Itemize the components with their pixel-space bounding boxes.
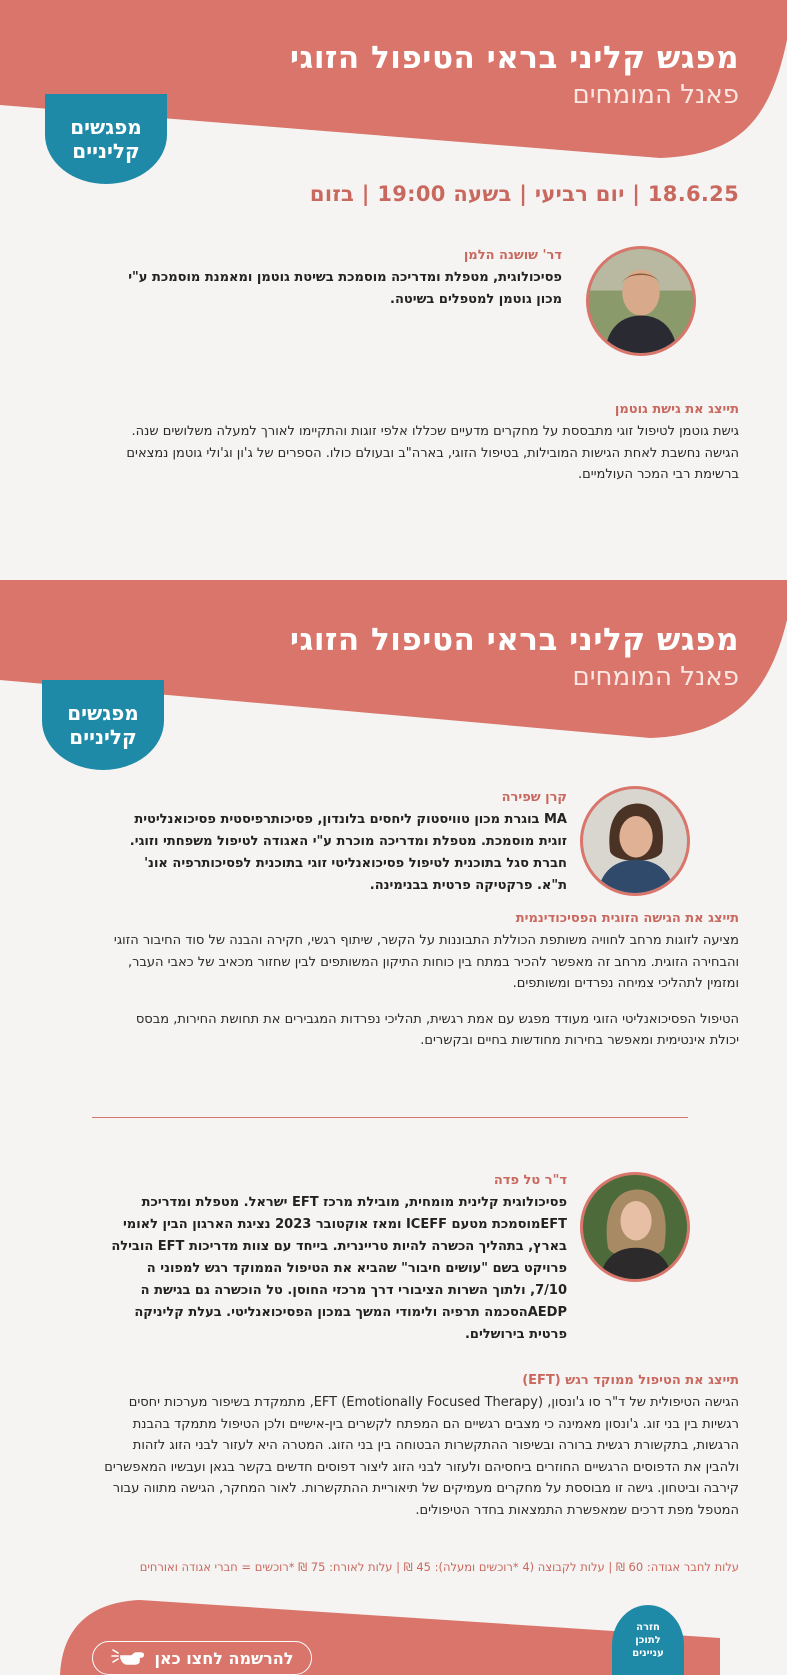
speaker-1-info	[42, 248, 562, 311]
approach-1-heading: תייצג את גישת גוטמן	[614, 402, 739, 417]
speaker-3-bio-line2: EFTמוסמכת מטעם ICEFF ומאז אוקטובר 2023 נציגת הארגון הבין לאומי	[122, 1217, 567, 1232]
approach-2-line1: מציעה לזוגות מרחב לחוויה משותפת הכוללת התבוננות על הקשר, שיתוף רגשי, חקירה והבנה של סוד החיבור הזוגי	[113, 933, 739, 948]
approach-3-line6: המטפל מפת דרכים שמאפשרת התמצאות בחדר הטיפולים.	[415, 1502, 739, 1518]
speaker-1-bio-line2: מכון גוטמן למטפלים בשיטה.	[390, 292, 562, 307]
event-2-title: מפגש קליני בראי הטיפול הזוגי	[289, 622, 739, 658]
approach-1-line3: ברשימת רבי המכר העולמיים.	[577, 467, 739, 482]
badge-1-line1: מפגשים	[70, 115, 142, 139]
speaker-1-bio-line1: פסיכולוגית, מטפלת ומדריכה מוסמכת בשיטת גוטמן ומאמנת מוסמכת ע"י	[128, 270, 562, 285]
approach-1-line1: גישת גוטמן לטיפול זוגי מתבססת על מחקרים מדעיים שכללו אלפי זוגות והתקיימו לאורך למעלה משלושים שנה.	[131, 424, 739, 439]
speaker-2-bio-line1: MA בוגרת מכון טוויסטוק ליחסים בלונדון, פסיכותרפיסטית פסיכואנליטית	[134, 812, 567, 827]
back-line3: עניינים	[632, 1647, 664, 1659]
speaker-3-info	[37, 1173, 567, 1346]
approach-2-heading: תייצג את הגישה הזוגית הפסיכודינמית	[515, 911, 739, 926]
badge-1-line2: קליניים	[72, 139, 140, 163]
speaker-2-bio-line3: חברת סגל בתוכנית לטיפול פסיכואנליטי זוגי בתוכנית לפסיכותרפיה אונ'	[144, 856, 567, 871]
back-line1: חזרה	[636, 1621, 660, 1633]
event-2-subtitle: פאנל המומחים	[572, 662, 739, 692]
hand-pointer-icon	[111, 1646, 147, 1670]
approach-2-line4: הטיפול הפסיכואנליטי הזוגי מעודד מפגש עם אמת רגשית, תהליכי נפרדות המגבירים את תחושת החירות, מבסס	[135, 1011, 739, 1027]
speaker-photo-keren	[580, 786, 690, 896]
approach-3-line2: רגשיות בין בני זוג. ג'ונסון מאמינה כי מצבים רגשיים הם המפתח לקשרים בין-אישיים ולכן הטיפול מתמקד בהבנת	[132, 1416, 739, 1432]
approach-2-line2: והבחירה הזוגית. מרחב זה מאפשר להכיר במתח בין כוחות התיקון המשותפים לבין שחזור מכאיב של כאבי העבר,	[127, 954, 739, 970]
approach-3-line4: ולהבין את הדפוסים הרגשיים החוזרים ביחסיהם ולעזור לבני הזוג ליצור דפוסים חדשים בקשר בגאן ועבשיו המאפשרים	[104, 1459, 739, 1475]
speaker-2-info	[37, 790, 567, 897]
back-line2: לתוכן	[635, 1634, 661, 1646]
speaker-2-name: קרן שפירה	[501, 790, 567, 805]
speaker-3-bio-line6: AEDPהסכמה תרפיה ולימודי המשך במכון הפסיכואנליטי. בעלת קליניקה	[134, 1305, 567, 1320]
speaker-3-name: ד"ר טל פדה	[493, 1173, 567, 1188]
pricing-info: עלות לחבר אגודה: 60 ₪ | עלות לקבוצה (4 *רוכשים ומעלה): 45 ₪ | עלות לאורח: 75 ₪ *רוכשים = חברי אגודה ואורחים	[139, 1560, 739, 1574]
approach-1-body	[19, 421, 739, 486]
speaker-3-bio-line7: פרטית בירושלים.	[464, 1327, 567, 1342]
back-to-contents-button[interactable]	[612, 1605, 684, 1675]
speaker-1-name: דר' שושנה הלמן	[463, 248, 562, 263]
speaker-photo-tal	[580, 1172, 690, 1282]
event-1-title: מפגש קליני בראי הטיפול הזוגי	[289, 40, 739, 76]
approach-2-line5: יכולת אינטימית ומאפשר בחירות מחודשות בחיים ובקשרים.	[420, 1033, 739, 1048]
clinical-meetings-badge-1	[45, 94, 167, 184]
register-label: להרשמה לחצו כאן	[154, 1648, 294, 1668]
speaker-3-bio-line1: פסיכולוגית קלינית מומחית, מובילת מרכז EFT ישראל. מטפלת ומדריכת	[141, 1195, 567, 1210]
approach-2-body	[19, 930, 739, 1052]
speaker-photo-shoshana	[586, 246, 696, 356]
register-button[interactable]	[92, 1641, 312, 1675]
section-divider	[92, 1117, 688, 1118]
approach-3-heading: תייצג את הטיפול ממוקד רגש (EFT)	[522, 1373, 739, 1388]
approach-3-line3: הרגשות, בתקשורת רגשית ברורה ובשיפור ההתקשרות הבטוחה בין בני הזוג. המטרה היא לעזור לבני הזוג לזהות	[132, 1438, 739, 1453]
approach-3-line1: הגישה הטיפולית של ד"ר סו ג'ונסון, EFT (Emotionally Focused Therapy), מתמקדת בשיפור מערכות יחסים	[128, 1395, 739, 1410]
badge-2-line1: מפגשים	[67, 701, 139, 725]
badge-2-line2: קליניים	[69, 725, 137, 749]
speaker-3-bio-line3: בארץ, בתהליך הכשרה להיות טריינרית. בייחד עם צוות מדריכות EFT הובילה	[111, 1239, 567, 1254]
event-1-date: 18.6.25 | יום רביעי | בשעה 19:00 | בזום	[309, 182, 739, 206]
approach-3-body	[19, 1392, 739, 1521]
event-1-subtitle: פאנל המומחים	[572, 80, 739, 110]
approach-3-line5: קירבה וביטחון. גישה זו מבוססת על מחקרים מעמיקים של תיאוריית ההתקשרות. לאור המחקר, הגישה מתווה עבור	[112, 1481, 739, 1496]
approach-2-line3: ומזמין לתהליכי צמיחה נפרדים ומשותפים.	[512, 976, 739, 991]
clinical-meetings-badge-2	[42, 680, 164, 770]
speaker-3-bio-line5: 7/10, ולתוך השרות הציבורי דרך מרכזי החוסן. טל הוכשרה גם בגישת ה	[140, 1283, 567, 1298]
approach-1-line2: הגישה נחשבת לאחת הגישות המובילות, בטיפול הזוגי, בארה"ב ובעולם כולו. הספרים של ג'ון וג'ולי גוטמן נמצאים	[126, 445, 739, 461]
speaker-2-bio-line4: ת"א. פרקטיקה פרטית בבנימינה.	[369, 878, 567, 893]
speaker-3-bio-line4: פרויקט בשם "עושים חיבור" שהביא את הטיפול הממוקד רגש למפוני ה	[146, 1261, 567, 1276]
speaker-2-bio-line2: זוגית מוסמכת. מטפלת ומדריכה מוכרת ע"י האגודה לטיפול משפחתי וזוגי.	[129, 834, 567, 849]
